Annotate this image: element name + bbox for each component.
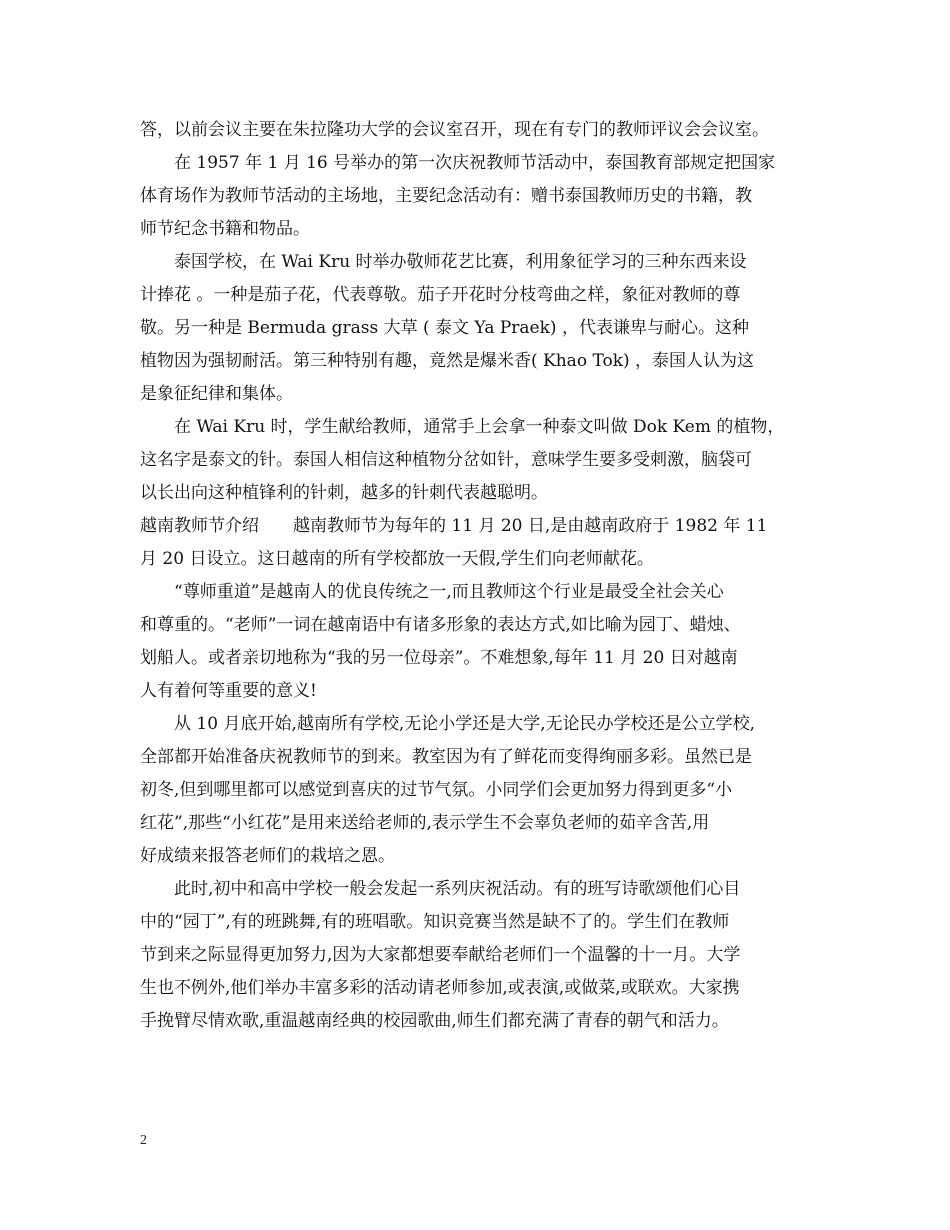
text-line: 这名字是泰文的针。泰国人相信这种植物分岔如针，意味学生要多受刺激，脑袋可 — [140, 450, 752, 470]
text-line: 答，以前会议主要在朱拉隆功大学的会议室召开，现在有专门的教师评议会会议室。 — [140, 120, 769, 140]
text-line: 月 20 日设立。这日越南的所有学校都放一天假,学生们向老师献花。 — [140, 549, 654, 569]
text-line: 划船人。或者亲切地称为“我的另一位母亲”。不难想象,每年 11 月 20 日对越南 — [140, 648, 738, 668]
text-line: 植物因为强韧耐活。第三种特别有趣，竟然是爆米香( Khao Tok) ，泰国人认为这 — [140, 351, 755, 371]
text-line: 红花”,那些“小红花”是用来送给老师的,表示学生不会辜负老师的茹辛含苦,用 — [140, 813, 710, 833]
text-line: 计捧花 。一种是茄子花，代表尊敬。茄子开花时分枝弯曲之样，象征对教师的尊 — [140, 285, 741, 305]
text-line: 和尊重的。“老师”一词在越南语中有诸多形象的表达方式,如比喻为园丁、蜡烛、 — [140, 615, 741, 635]
text-line: 敬。另一种是 Bermuda grass 大草 ( 泰文 Ya Praek) ，代表谦卑与耐心。这种 — [140, 318, 749, 338]
text-line: 泰国学校，在 Wai Kru 时举办敬师花艺比赛，利用象征学习的三种东西来设 — [140, 252, 747, 272]
text-line: 初冬,但到哪里都可以感觉到喜庆的过节气氛。小同学们会更加努力得到更多“小 — [140, 780, 733, 800]
page-number: 2 — [140, 1133, 147, 1148]
text-line: 节到来之际显得更加努力,因为大家都想要奉献给老师们一个温馨的十一月。大学 — [140, 945, 741, 965]
text-line: 以长出向这种植锋利的针刺，越多的针刺代表越聪明。 — [140, 483, 548, 503]
text-line: 越南教师节介绍 越南教师节为每年的 11 月 20 日,是由越南政府于 1982 年 11 — [140, 516, 768, 536]
text-line: 全部都开始准备庆祝教师节的到来。教室因为有了鲜花而变得绚丽多彩。虽然已是 — [140, 747, 752, 767]
text-line: 生也不例外,他们举办丰富多彩的活动请老师参加,或表演,或做菜,或联欢。大家携 — [140, 978, 740, 998]
text-line: 手挽臂尽情欢歌,重温越南经典的校园歌曲,师生们都充满了青春的朝气和活力。 — [140, 1011, 729, 1031]
text-line: 从 10 月底开始,越南所有学校,无论小学还是大学,无论民办学校还是公立学校, — [140, 714, 756, 734]
text-line: 在 1957 年 1 月 16 号举办的第一次庆祝教师节活动中，泰国教育部规定把国家 — [140, 153, 776, 173]
text-line: 在 Wai Kru 时，学生献给教师，通常手上会拿一种泰文叫做 Dok Kem 的植物， — [140, 417, 785, 437]
text-line: 是象征纪律和集体。 — [140, 384, 293, 404]
text-line: 此时,初中和高中学校一般会发起一系列庆祝活动。有的班写诗歌颂他们心目 — [140, 879, 741, 899]
text-line: 人有着何等重要的意义! — [140, 681, 317, 701]
text-line: 体育场作为教师节活动的主场地，主要纪念活动有：赠书泰国教师历史的书籍，教 — [140, 186, 752, 206]
text-line: 好成绩来报答老师们的栽培之恩。 — [140, 846, 395, 866]
text-line: 师节纪念书籍和物品。 — [140, 219, 310, 239]
text-line: “尊师重道”是越南人的优良传统之一,而且教师这个行业是最受全社会关心 — [140, 582, 724, 602]
body-text — [140, 114, 820, 1038]
text-line: 中的“园丁”,有的班跳舞,有的班唱歌。知识竞赛当然是缺不了的。学生们在教师 — [140, 912, 730, 932]
